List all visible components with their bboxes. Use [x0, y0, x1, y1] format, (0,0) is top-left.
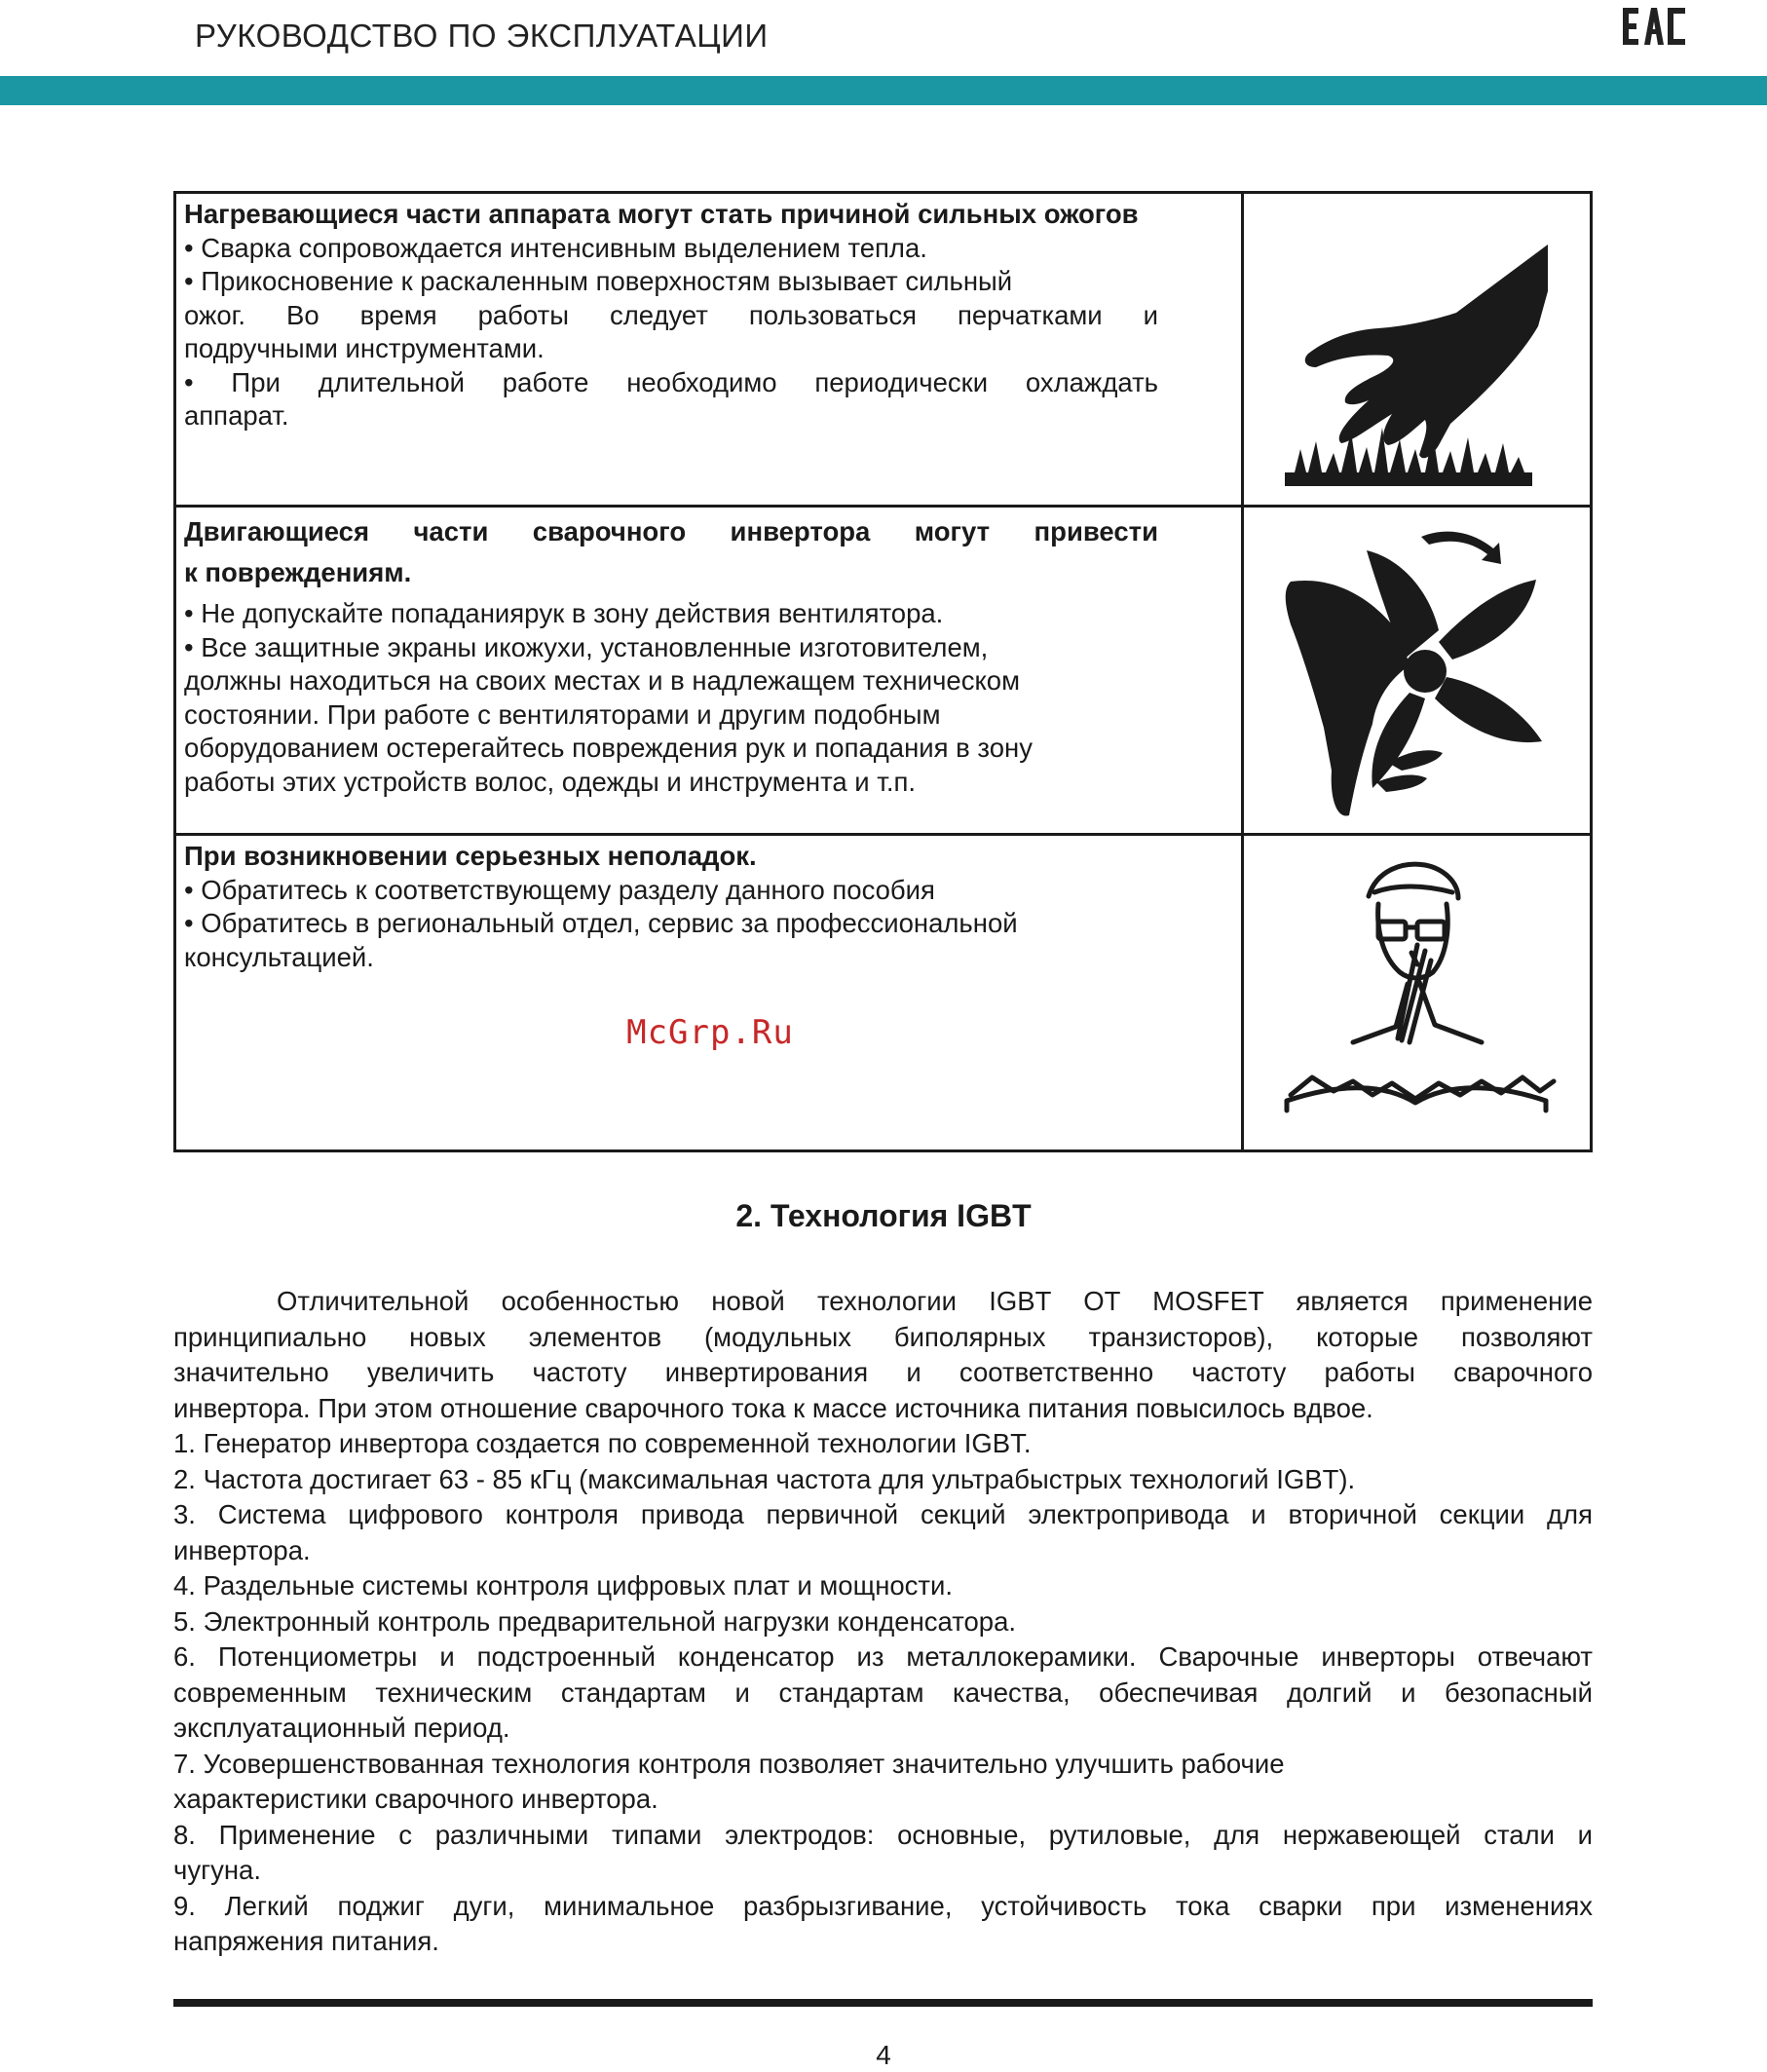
list-line: 7. Усовершенствованная технология контроля позволяет значительно улучшить рабочие — [173, 1748, 1285, 1779]
section-title: 2. Технология IGBT — [735, 1198, 1032, 1233]
list-line: 3. Система цифрового контроля привода первичной секций электропривода и вторичной секции для — [173, 1499, 1593, 1529]
list-line: современным техническим стандартам и стандартам качества, обеспечивая долгий и безопасный — [173, 1676, 1593, 1708]
list-line: 4. Раздельные системы контроля цифровых плат и мощности. — [173, 1570, 954, 1601]
safety-row-moving-parts — [176, 505, 1590, 833]
list-line: эксплуатационный период. — [173, 1713, 510, 1743]
bullet-line: • Прикосновение к раскаленным поверхностям вызывает сильный — [184, 266, 1013, 296]
text-line: ожог. Во время работы следует пользоваться перчатками и — [184, 299, 1158, 330]
fan-hand-hazard-icon — [1244, 508, 1590, 833]
list-line: 5. Электронный контроль предварительной нагрузки конденсатора. — [173, 1605, 1017, 1637]
footer-rule — [173, 1999, 1593, 2007]
bullet-line: • При длительной работе необходимо периодически охлаждать — [184, 366, 1158, 397]
bullet-line: • Обратитесь к соответствующему разделу данного пособия — [184, 874, 935, 905]
safety-pictogram-cell — [1244, 194, 1590, 505]
header-accent-band — [0, 76, 1767, 105]
safety-row-heading: При возникновении серьезных неполадок. — [184, 841, 757, 871]
safety-row-text — [176, 508, 1244, 833]
safety-pictogram-cell — [1244, 836, 1590, 1149]
watermark-text: McGrp.Ru — [626, 1013, 794, 1052]
safety-row-hot-parts — [176, 194, 1590, 505]
list-line: 9. Легкий поджиг дуги, минимальное разбрызгивание, устойчивость тока сварки при изменениях — [173, 1890, 1593, 1921]
safety-row-heading: Двигающиеся части сварочного инвертора могут привести — [184, 516, 1158, 546]
paragraph-line: Отличительной особенностью новой технологии IGBT OT MOSFET является применение — [277, 1286, 1593, 1316]
read-manual-person-icon — [1244, 836, 1590, 1149]
section-body — [173, 1284, 1593, 1960]
paragraph-line: инвертора. При этом отношение сварочного тока к массе источника питания повысилось вдвое. — [173, 1392, 1373, 1423]
text-line: оборудованием остерегайтесь повреждения рук и попадания в зону — [184, 733, 1033, 763]
paragraph-line: значительно увеличить частоту инвертирования и соответственно частоту работы сварочного — [173, 1357, 1593, 1387]
list-line: 8. Применение с различными типами электродов: основные, рутиловые, для нержавеющей стали и — [173, 1819, 1593, 1850]
bullet-line: • Обратитесь в региональный отдел, сервис за профессиональной — [184, 908, 1018, 938]
list-line: чугуна. — [173, 1855, 261, 1885]
text-line: должны находиться на своих местах и в надлежащем техническом — [184, 665, 1020, 696]
text-line: консультацией. — [184, 941, 374, 972]
list-line: 2. Частота достигает 63 - 85 кГц (максимальная частота для ультрабыстрых технологий IGBT). — [173, 1463, 1356, 1494]
safety-row-heading-continued: к повреждениям. — [184, 557, 412, 587]
bullet-line: • Не допускайте попаданияpук в зону действия вентилятора. — [184, 598, 944, 628]
list-line: инвертора. — [173, 1534, 311, 1565]
safety-row-text — [176, 836, 1244, 1149]
list-line: характеристики сварочного инвертора. — [173, 1784, 658, 1814]
eac-certification-mark — [1621, 4, 1687, 49]
list-line: 6. Потенциометры и подстроенный конденсатор из металлокерамики. Сварочные инверторы отвечают — [173, 1641, 1593, 1672]
hot-surface-hand-icon — [1244, 194, 1590, 502]
text-line: подручными инструментами. — [184, 333, 545, 363]
list-line: 1. Генератор инвертора создается по современной технологии IGBT. — [173, 1428, 1032, 1458]
text-line: состоянии. При работе с вентиляторами и другим подобным — [184, 698, 941, 730]
safety-row-text — [176, 194, 1244, 505]
list-line: напряжения питания. — [173, 1926, 439, 1956]
safety-warnings-table — [173, 191, 1593, 1152]
bullet-line: • Сварка сопровождается интенсивным выделением тепла. — [184, 232, 927, 263]
safety-row-heading: Нагревающиеся части аппарата могут стать причиной сильных ожогов — [184, 199, 1139, 229]
text-line: работы этих устройств волос, одежды и инструмента и т.п. — [184, 766, 917, 797]
paragraph-line: принципиально новых элементов (модульных биполярных транзисторов), которые позволяют — [173, 1321, 1593, 1352]
safety-row-serious-faults — [176, 833, 1590, 1149]
page-number: 4 — [876, 2040, 891, 2070]
document-title: РУКОВОДСТВО ПО ЭКСПЛУАТАЦИИ — [195, 18, 769, 54]
bullet-line: • Все защитные экраны икожухи, установленные изготовителем, — [184, 631, 989, 662]
text-line: аппарат. — [184, 400, 289, 431]
safety-pictogram-cell — [1244, 508, 1590, 833]
